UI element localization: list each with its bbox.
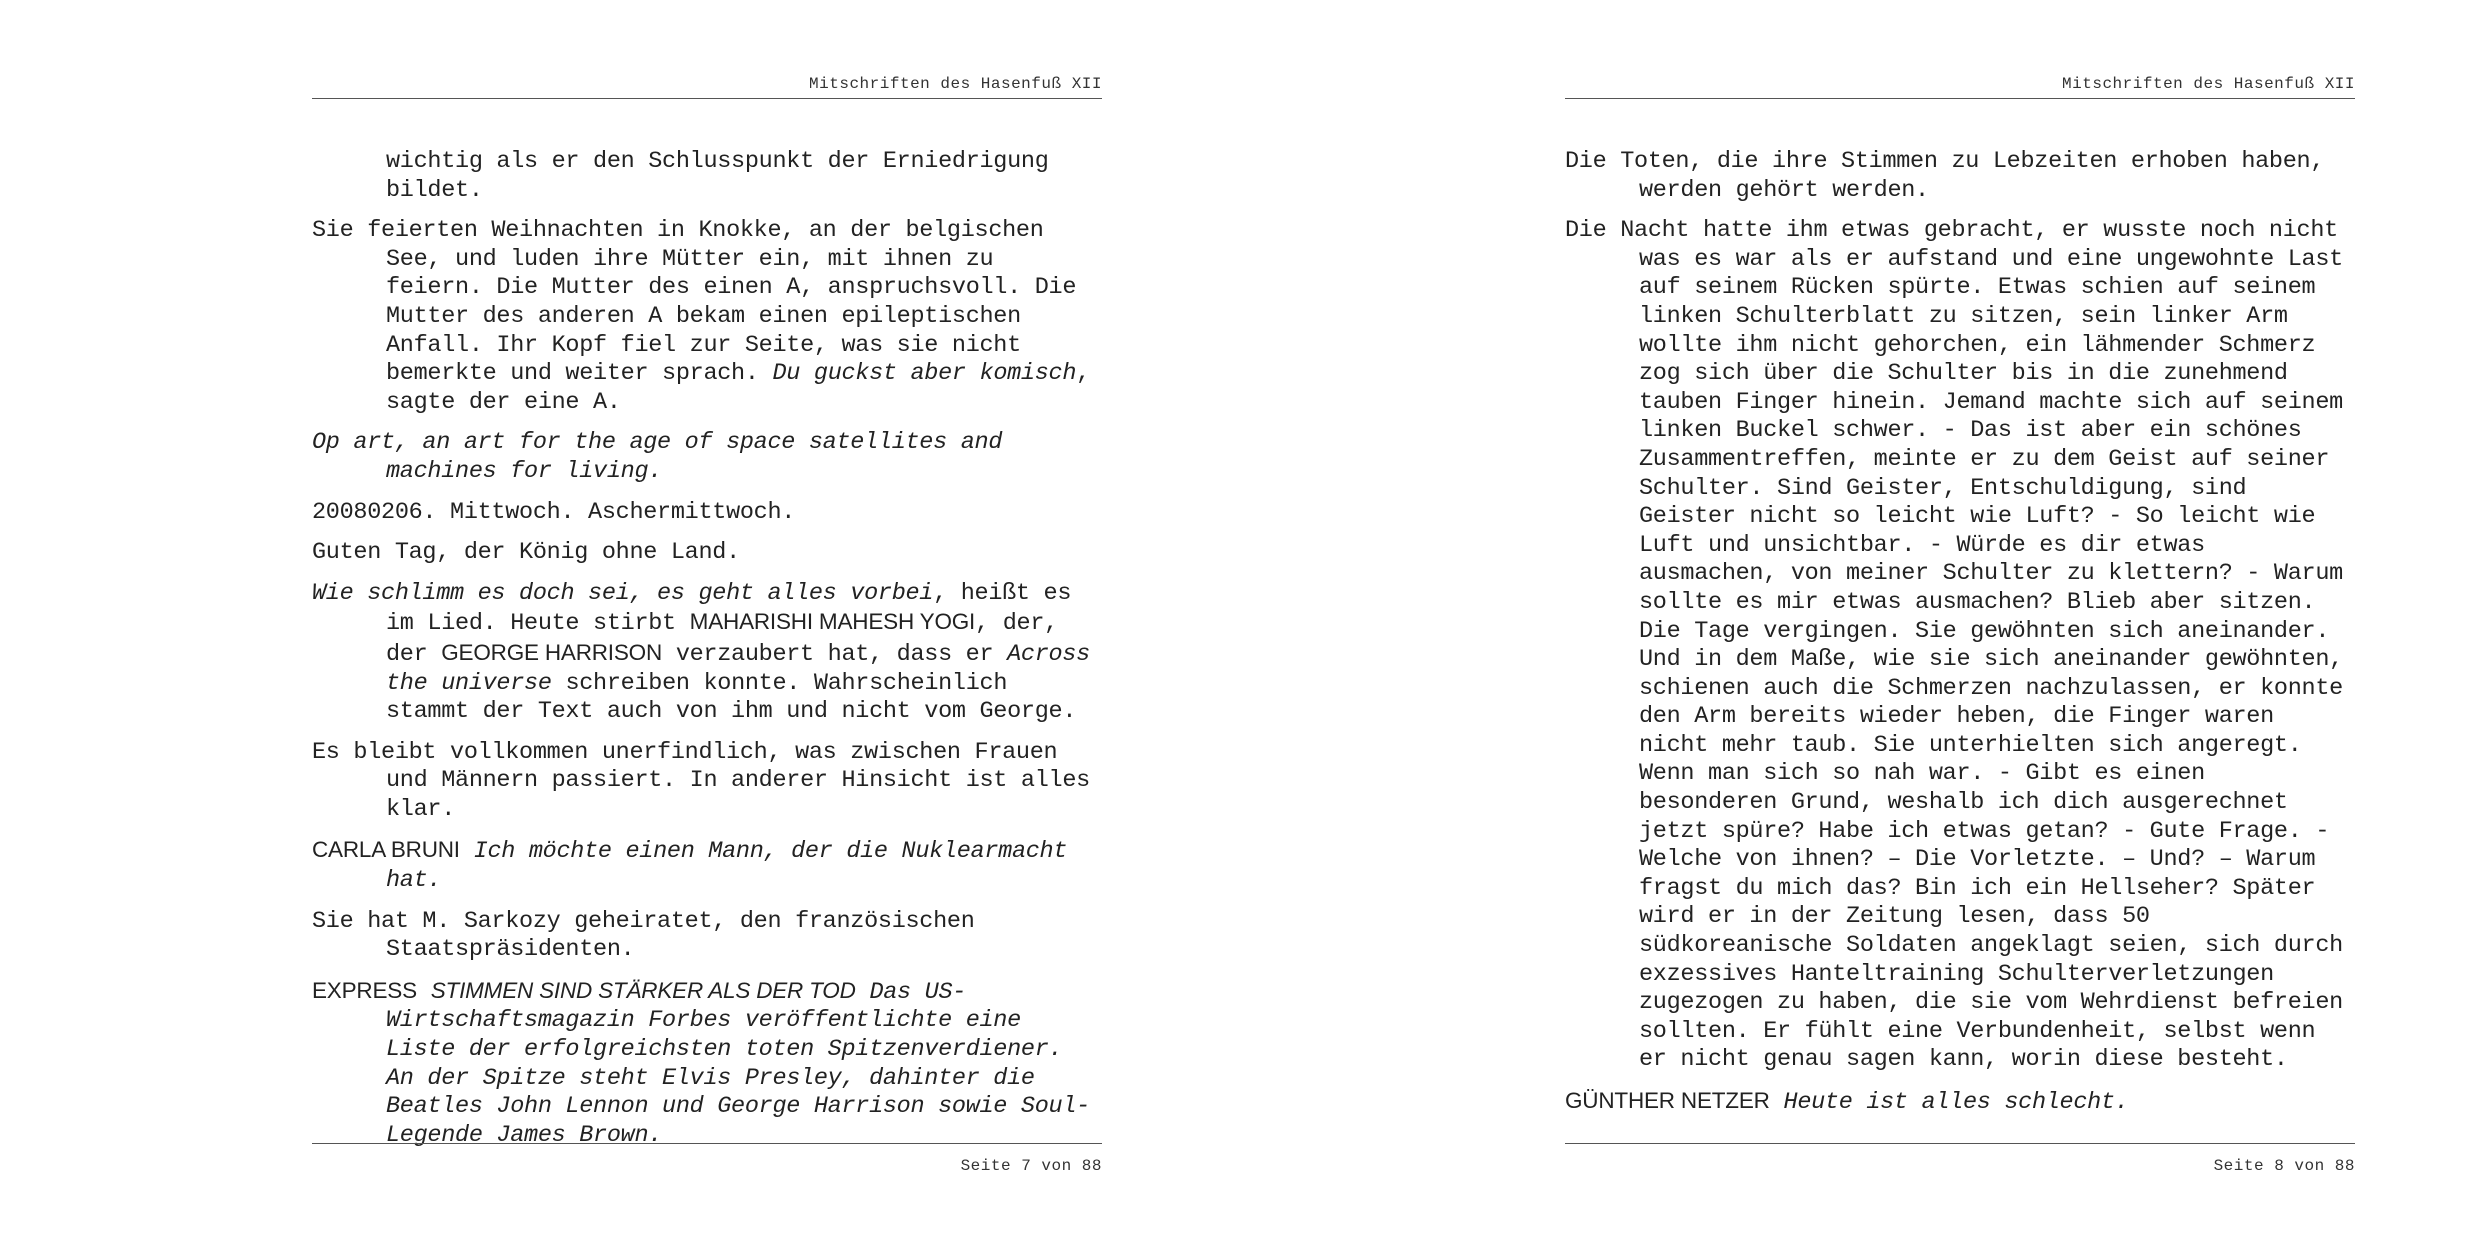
quote: Wie schlimm es doch sei, es geht alles vorbei xyxy=(312,579,934,607)
paragraph: Op art, an art for the age of space satellites and machines for living. xyxy=(312,429,1003,485)
left-page xyxy=(312,0,1102,1240)
source-name: EXPRESS xyxy=(312,977,417,1003)
person-name: MAHARISHI MAHESH YOGI xyxy=(689,609,976,635)
quote: Du guckst aber komisch xyxy=(772,360,1077,388)
paragraph xyxy=(1565,1087,2355,1118)
person-name: CARLA BRUNI xyxy=(312,837,460,863)
page-footer: Seite 8 von 88 xyxy=(1565,1143,2355,1173)
page-footer: Seite 7 von 88 xyxy=(312,1143,1102,1173)
paragraph: wichtig als er den Schlusspunkt der Erniedrigung bildet. xyxy=(386,148,1049,204)
paragraph: Guten Tag, der König ohne Land. xyxy=(312,539,740,567)
page-body xyxy=(312,148,1102,1162)
paragraph: Die Nacht hatte ihm etwas gebracht, er wusste noch nicht was es war als er aufstand und eine ungewohnte Last auf seinem Rücken spürte. Etwas schien auf seinem linken Schulterblatt zu sitzen, sein linker Arm wollte ihm nicht gehorchen, ein lähmender Schmerz zog sich über die Schulter bis in die zunehmend tauben Finger hinein. Jemand machte sich auf seinem linken Buckel schwer. - Das ist aber ein schönes Zusammentreffen, meinte er zu dem Geist auf seiner Schulter. Sind Geister, Entschuldigung, sind Geister nicht so leicht wie Luft? - So leicht wie Luft und unsichtbar. - Würde es dir etwas ausmachen, von meiner Schulter zu klettern? - Warum sollte es mir etwas ausmachen? Blieb aber sitzen. Die Tage vergingen. Sie gewöhnten sich aneinander. Und in dem Maße, wie sie sich aneinander gewöhnten, schienen auch die Schmerzen nachzulassen, er konnte den Arm bereits wieder heben, die Finger waren nicht mehr taub. Sie unterhielten sich angeregt. Wenn man sich so nah war. - Gibt es einen besonderen Grund, weshalb ich dich ausgerechnet jetzt spüre? Habe ich etwas getan? - Gute Frage. - Welche von ihnen? – Die Vorletzte. – Und? – Warum fragst du mich das? Bin ich ein Hellseher? Später wird er in der Zeitung lesen, dass 50 südkoreanische Soldaten angeklagt seien, sich durch exzessives Hanteltraining Schulterverletzungen zugezogen zu haben, die sie vom Wehrdienst befreien sollten. Er fühlt eine Verbundenheit, selbst wenn er nicht genau sagen kann, worin diese besteht. xyxy=(1565,217,2343,1074)
paragraph: Es bleibt vollkommen unerfindlich, was zwischen Frauen und Männern passiert. In anderer Hinsicht ist alles klar. xyxy=(312,738,1090,823)
quote: Ich möchte einen Mann, der die Nuklearmacht hat. xyxy=(386,838,1068,895)
quote: Das US-Wirtschaftsmagazin Forbes veröffentlichte eine Liste der erfolgreichsten toten Spitzenverdiener. An der Spitze steht Elvis Presley, dahinter die Beatles John Lennon und George Harrison sowie Soul-Legende James Brown. xyxy=(386,978,1090,1149)
paragraph xyxy=(312,836,1102,895)
paragraph: Sie hat M. Sarkozy geheiratet, den französischen Staatspräsidenten. xyxy=(312,907,975,964)
paragraph xyxy=(312,977,1102,1151)
quote: Heute ist alles schlecht. xyxy=(1783,1089,2129,1116)
right-page xyxy=(1565,0,2355,1240)
page-header: Mitschriften des Hasenfuß XII xyxy=(1565,74,2355,99)
page-header: Mitschriften des Hasenfuß XII xyxy=(312,74,1102,99)
date-entry: 20080206. Mittwoch. Aschermittwoch. xyxy=(312,498,796,526)
person-name: GÜNTHER NETZER xyxy=(1565,1088,1770,1113)
headline: STIMMEN SIND STÄRKER ALS DER TOD xyxy=(430,977,856,1003)
song-title: Across the universe xyxy=(386,640,1090,697)
page-body xyxy=(1565,148,2355,1130)
paragraph: Sie feierten Weihnachten in Knokke, an der belgischen See, und luden ihre Mütter ein, mit ihnen zu feiern. Die Mutter des einen A, anspruchsvoll. Die Mutter des anderen A bekam einen epileptischen Anfall. Ihr Kopf fiel zur Seite, was sie nicht bemerkte und weiter sprach. Du guckst aber komisch, sagte der eine A. xyxy=(312,217,1090,416)
paragraph: Die Toten, die ihre Stimmen zu Lebzeiten erhoben haben, werden gehört werden. xyxy=(1565,148,2325,204)
paragraph: Wie schlimm es doch sei, es geht alles vorbei, heißt es im Lied. Heute stirbt MAHARISHI MAHESH YOGI, der, der GEORGE HARRISON verzaubert hat, dass er Across the universe schreiben konnte. Wahrscheinlich stammt der Text auch von ihm und nicht vom George. xyxy=(312,579,1090,726)
person-name: GEORGE HARRISON xyxy=(441,639,663,665)
